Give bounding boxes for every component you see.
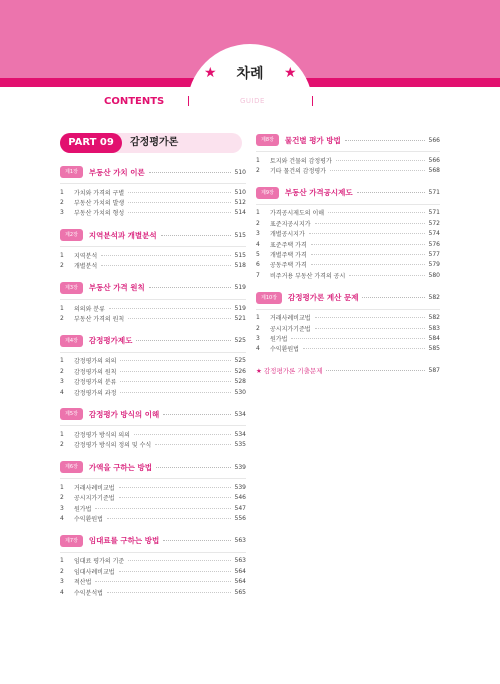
toc-chapter [256, 186, 440, 281]
dot-leader [291, 338, 424, 339]
dot-leader [107, 518, 231, 519]
item-number: 3 [60, 209, 64, 217]
dot-leader [336, 160, 425, 161]
dot-leader [315, 317, 425, 318]
chapter-page: 534 [234, 410, 246, 418]
item-title: 원가법 [74, 505, 92, 513]
item-number: 1 [256, 156, 260, 164]
dot-leader [161, 235, 231, 236]
item-title: 공동주택 가격 [270, 262, 307, 270]
chapter-heading [60, 460, 246, 474]
chapter-badge: 제1장 [60, 166, 83, 178]
item-page: 514 [234, 209, 246, 217]
item-title: 비주거용 부동산 가격의 공시 [270, 272, 346, 280]
item-title: 공시지가기준법 [270, 325, 311, 333]
item-number: 3 [60, 504, 64, 512]
toc-item [60, 576, 246, 586]
dot-leader [349, 275, 424, 276]
toc-chapter [60, 460, 246, 524]
item-page: 534 [234, 430, 246, 438]
item-title: 개별분석 [74, 263, 98, 271]
star-icon: ★ [284, 65, 297, 81]
item-page: 579 [428, 261, 440, 269]
item-title: 거래사례비교법 [74, 484, 115, 492]
chapter-rule [256, 309, 440, 310]
item-number: 1 [256, 209, 260, 217]
chapter-heading [60, 407, 246, 421]
chapter-page: 563 [234, 537, 246, 545]
chapter-heading [256, 133, 440, 147]
item-title: 표준지공시지가 [270, 220, 311, 228]
chapter-heading [60, 165, 246, 179]
chapter-title: 부동산 가격 원칙 [88, 283, 145, 293]
item-page: 574 [428, 230, 440, 238]
dot-leader [311, 264, 425, 265]
item-page: 535 [234, 441, 246, 449]
chapter-title: 가액을 구하는 방법 [88, 462, 153, 472]
item-number: 5 [256, 251, 260, 259]
chapter-page: 566 [428, 136, 440, 144]
item-page: 568 [428, 167, 440, 175]
toc-item [256, 155, 440, 165]
chapter-rule [60, 183, 246, 184]
item-number: 3 [60, 378, 64, 386]
toc-item [256, 208, 440, 218]
dot-leader [128, 318, 230, 319]
dot-leader [95, 581, 230, 582]
dot-leader [128, 560, 230, 561]
item-title: 수익환원법 [74, 515, 103, 523]
item-title: 가격공시제도의 이해 [270, 210, 325, 218]
toc-item [256, 229, 440, 239]
dot-leader [315, 223, 425, 224]
item-title: 가치와 가격의 구별 [74, 189, 125, 197]
item-number: 7 [256, 271, 260, 279]
toc-item [60, 356, 246, 366]
chapter-heading [256, 186, 440, 200]
star-icon: ★ [204, 65, 217, 81]
part-badge: PART 09 [60, 133, 122, 153]
item-number: 1 [60, 251, 64, 259]
dot-leader [101, 265, 230, 266]
toc-item [256, 333, 440, 343]
item-page: 583 [428, 324, 440, 332]
dot-leader [134, 434, 231, 435]
item-number: 2 [60, 315, 64, 323]
item-number: 2 [60, 367, 64, 375]
chapter-badge: 제10장 [256, 292, 282, 304]
part-title: 감정평가론 [130, 137, 179, 148]
toc-item [256, 313, 440, 323]
chapter-rule [60, 478, 246, 479]
chapter-page: 571 [428, 189, 440, 197]
item-number: 4 [60, 514, 64, 522]
dot-leader [326, 370, 424, 371]
toc-item [256, 270, 440, 280]
chapter-rule [256, 151, 440, 152]
item-title: 임대료 평가의 기준 [74, 558, 125, 566]
item-title: 지역분석 [74, 252, 98, 260]
item-title: 공시지가기준법 [74, 495, 115, 503]
item-title: 감정평가의 원칙 [74, 368, 117, 376]
item-title: 감정평가 방식의 의의 [74, 431, 130, 439]
toc-item [60, 429, 246, 439]
item-number: 2 [256, 219, 260, 227]
item-number: 6 [256, 261, 260, 269]
dot-leader [149, 172, 231, 173]
chapter-badge: 제7장 [60, 535, 83, 547]
dot-leader [119, 487, 231, 488]
item-number: 1 [60, 357, 64, 365]
toc-chapter [60, 281, 246, 324]
header-title-row [0, 66, 500, 94]
toc-item [256, 260, 440, 270]
dot-leader [128, 212, 230, 213]
item-title: 개별주택 가격 [270, 252, 307, 260]
item-number: 1 [60, 483, 64, 491]
item-title: 감정평가의 분류 [74, 379, 117, 387]
chapter-rule [256, 204, 440, 205]
item-title: 기타 물건의 감정평가 [270, 168, 326, 176]
item-number: 1 [60, 304, 64, 312]
toc-item [256, 239, 440, 249]
item-title: 개별공시지가 [270, 231, 305, 239]
toc-item [60, 261, 246, 271]
item-page: 577 [428, 251, 440, 259]
chapter-page: 582 [428, 294, 440, 302]
item-page: 556 [234, 514, 246, 522]
dot-leader [328, 212, 424, 213]
chapter-rule [60, 352, 246, 353]
extra-title: ★ 감정평가론 기출문제 [256, 366, 323, 375]
chapter-page: 519 [234, 284, 246, 292]
item-page: 564 [234, 567, 246, 575]
tab-divider [188, 96, 189, 106]
toc-item [60, 566, 246, 576]
chapter-badge: 제5장 [60, 408, 83, 420]
chapter-title: 임대료를 구하는 방법 [88, 536, 160, 546]
dot-leader [120, 371, 230, 372]
chapter-title: 부동산 가치 이론 [88, 167, 145, 177]
item-title: 감정평가의 의의 [74, 358, 117, 366]
dot-leader [155, 444, 230, 445]
item-page: 572 [428, 219, 440, 227]
toc-chapter [60, 228, 246, 271]
chapter-page: 539 [234, 463, 246, 471]
toc-item [60, 513, 246, 523]
chapter-title: 물건별 평가 방법 [284, 135, 341, 145]
dot-leader [120, 392, 230, 393]
toc-item [256, 344, 440, 354]
item-number: 4 [256, 240, 260, 248]
item-title: 감정평가의 과정 [74, 389, 117, 397]
toc-item [60, 387, 246, 397]
toc-chapter [256, 291, 440, 355]
toc-item [256, 323, 440, 333]
item-number: 2 [256, 324, 260, 332]
toc-chapter [60, 334, 246, 398]
item-page: 525 [234, 357, 246, 365]
item-number: 2 [60, 199, 64, 207]
dot-leader [345, 140, 425, 141]
item-page: 571 [428, 209, 440, 217]
header-tabs [0, 96, 500, 112]
dot-leader [107, 592, 231, 593]
extra-entry [256, 364, 440, 376]
dot-leader [149, 287, 231, 288]
tab-divider [312, 96, 313, 106]
item-page: 565 [234, 588, 246, 596]
item-number: 4 [256, 345, 260, 353]
toc-item [60, 303, 246, 313]
chapter-badge: 제2장 [60, 229, 83, 241]
item-page: 582 [428, 314, 440, 322]
chapter-rule [60, 425, 246, 426]
toc-item [60, 377, 246, 387]
dot-leader [156, 467, 231, 468]
item-number: 2 [60, 262, 64, 270]
toc-item [256, 165, 440, 175]
toc-item [60, 556, 246, 566]
item-page: 585 [428, 345, 440, 353]
dot-leader [120, 381, 230, 382]
chapter-page: 510 [234, 168, 246, 176]
item-title: 적산법 [74, 579, 92, 587]
chapter-badge: 제6장 [60, 461, 83, 473]
item-title: 표준주택 가격 [270, 241, 307, 249]
item-page: 564 [234, 578, 246, 586]
tab-contents: CONTENTS [104, 96, 165, 107]
item-number: 2 [60, 567, 64, 575]
item-page: 519 [234, 304, 246, 312]
item-title: 감정평가 방식의 정의 및 수식 [74, 442, 152, 450]
chapter-page: 525 [234, 337, 246, 345]
dot-leader [163, 540, 230, 541]
item-page: 566 [428, 156, 440, 164]
item-number: 2 [256, 167, 260, 175]
item-number: 3 [256, 230, 260, 238]
item-number: 1 [256, 314, 260, 322]
item-number: 3 [60, 578, 64, 586]
item-title: 부동산 가치의 형성 [74, 210, 125, 218]
item-page: 580 [428, 271, 440, 279]
item-number: 1 [60, 188, 64, 196]
toc-item [60, 250, 246, 260]
toc-item [60, 503, 246, 513]
part-heading [60, 133, 242, 153]
chapter-rule [60, 299, 246, 300]
item-title: 수익분석법 [74, 589, 103, 597]
dot-leader [109, 308, 231, 309]
toc-item [60, 482, 246, 492]
page-title: 차례 [236, 66, 264, 82]
item-title: 거래사례비교법 [270, 315, 311, 323]
item-page: 526 [234, 367, 246, 375]
item-number: 1 [60, 430, 64, 438]
item-number: 2 [60, 441, 64, 449]
toc-chapter [256, 133, 440, 176]
item-number: 1 [60, 557, 64, 565]
dot-leader [95, 508, 230, 509]
dot-leader [136, 340, 230, 341]
dot-leader [362, 297, 424, 298]
toc-item [256, 218, 440, 228]
dot-leader [311, 244, 425, 245]
item-title: 임대사례비교법 [74, 568, 115, 576]
toc-item [60, 197, 246, 207]
dot-leader [357, 192, 425, 193]
item-title: 토지와 건물의 감정평가 [270, 157, 332, 165]
toc-item [256, 249, 440, 259]
item-title: 원가법 [270, 335, 288, 343]
dot-leader [315, 328, 425, 329]
toc-chapter [60, 534, 246, 598]
toc-chapter [60, 407, 246, 450]
chapter-heading [256, 291, 440, 305]
item-page: 547 [234, 504, 246, 512]
dot-leader [120, 360, 230, 361]
item-page: 546 [234, 494, 246, 502]
chapter-badge: 제4장 [60, 335, 83, 347]
chapter-rule [60, 552, 246, 553]
dot-leader [119, 497, 231, 498]
chapter-title: 감정평가 방식의 이해 [88, 409, 160, 419]
chapter-heading [60, 534, 246, 548]
toc-item [60, 366, 246, 376]
chapter-title: 감정평가제도 [88, 336, 133, 346]
dot-leader [311, 254, 425, 255]
chapter-page: 515 [234, 231, 246, 239]
item-page: 515 [234, 251, 246, 259]
item-page: 584 [428, 334, 440, 342]
item-title: 부동산 가격의 원칙 [74, 316, 125, 324]
toc-left-column [60, 133, 246, 607]
dot-leader [101, 255, 230, 256]
toc-item [60, 587, 246, 597]
toc-chapter [60, 165, 246, 218]
dot-leader [128, 192, 230, 193]
chapter-heading [60, 334, 246, 348]
item-number: 4 [60, 388, 64, 396]
item-page: 539 [234, 483, 246, 491]
chapter-title: 부동산 가격공시제도 [284, 188, 353, 198]
chapter-heading [60, 228, 246, 242]
dot-leader [330, 170, 425, 171]
dot-leader [119, 571, 231, 572]
extra-page: 587 [428, 366, 440, 374]
item-title: 의의와 분류 [74, 305, 105, 313]
item-page: 521 [234, 315, 246, 323]
item-page: 528 [234, 378, 246, 386]
toc-item [60, 187, 246, 197]
toc-item [60, 492, 246, 502]
dot-leader [163, 414, 230, 415]
tab-guide: GUIDE [240, 97, 265, 105]
chapter-badge: 제3장 [60, 282, 83, 294]
chapter-title: 지역분석과 개별분석 [88, 230, 157, 240]
toc-item [60, 440, 246, 450]
dot-leader [309, 233, 425, 234]
item-page: 563 [234, 557, 246, 565]
item-number: 2 [60, 494, 64, 502]
item-title: 수익환원법 [270, 346, 299, 354]
dot-leader [303, 348, 425, 349]
item-number: 4 [60, 588, 64, 596]
item-page: 512 [234, 199, 246, 207]
chapter-heading [60, 281, 246, 295]
item-title: 부동산 가치의 발생 [74, 200, 125, 208]
toc-item [60, 313, 246, 323]
toc-item [60, 208, 246, 218]
item-number: 3 [256, 334, 260, 342]
item-page: 510 [234, 188, 246, 196]
item-page: 576 [428, 240, 440, 248]
item-page: 518 [234, 262, 246, 270]
item-page: 530 [234, 388, 246, 396]
dot-leader [128, 202, 230, 203]
chapter-rule [60, 246, 246, 247]
chapter-title: 감정평가론 계산 문제 [288, 293, 359, 303]
chapter-badge: 제8장 [256, 134, 279, 146]
chapter-badge: 제9장 [256, 187, 279, 199]
toc-right-column [256, 133, 440, 376]
